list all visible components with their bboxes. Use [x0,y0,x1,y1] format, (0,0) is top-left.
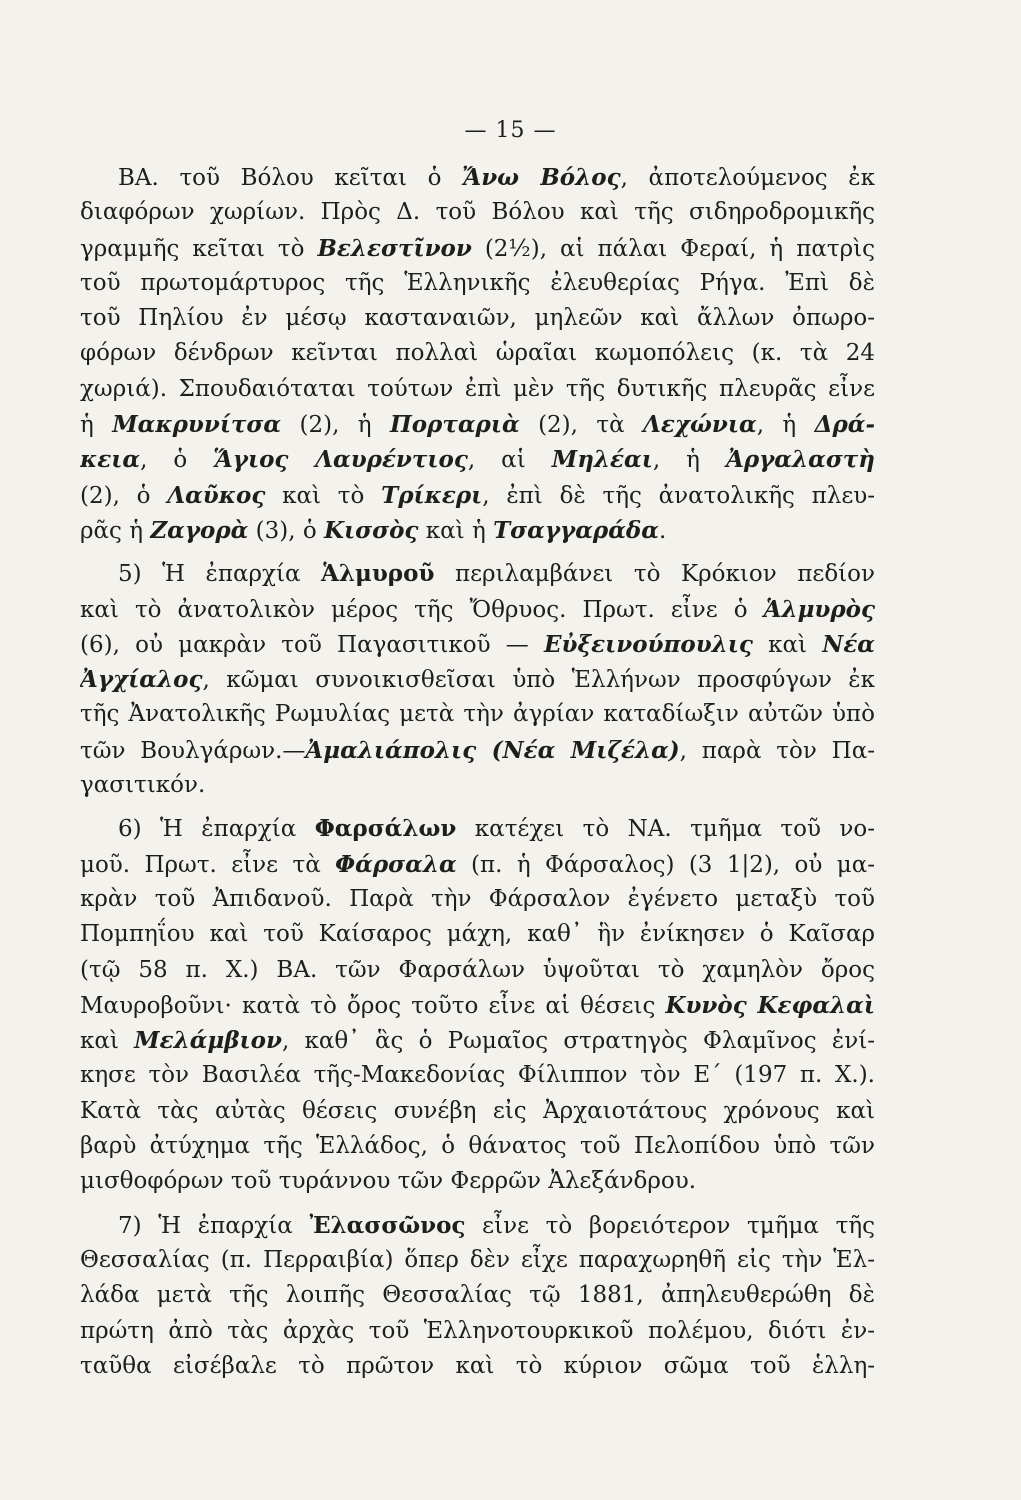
text-run: 6) Ἡ ἐπαρχία [118,816,315,843]
text-line [80,662,875,697]
province-name: Ἐλασσῶνος [309,1211,466,1239]
text-line [80,301,875,336]
text-run: , καθ᾿ ἃς ὁ Ρωμαῖος στρατηγὸς Φλαμῖνος ἐνί- [281,1028,875,1055]
place-name: Μηλέαι [551,446,653,474]
text-line [80,442,875,477]
text-run: . [658,517,667,544]
text-line [80,1314,875,1349]
text-run: Κατὰ τὰς αὐτὰς θέσεις συνέβη εἰς Ἀρχαιοτάτους χρόνους καὶ [80,1097,875,1124]
paragraph-gap [80,548,875,556]
text-run: βαρὺ ἀτύχημα τῆς Ἑλλάδος, ὁ θάνατος τοῦ Πελοπίδου ὑπὸ τῶν [80,1133,875,1160]
text-run: χωριά). Σπουδαιόταται τούτων ἐπὶ μὲν τῆς δυτικῆς πλευρᾶς εἶνε [80,375,875,402]
text-run: περιλαμβάνει τὸ Κρόκιον πεδίον [434,561,875,588]
text-line [80,407,875,442]
text-run: ΒΑ. τοῦ Βόλου κεῖται ὁ [118,165,463,191]
text-run: , αἱ [467,447,552,474]
text-run: λάδα μετὰ τῆς λοιπῆς Θεσσαλίας τῷ 1881, ἀπηλευθερώθη δὲ [80,1282,875,1309]
text-run: Πομπηΐου καὶ τοῦ Καίσαρος μάχη, καθ᾿ ἣν ἐνίκησεν ὁ Καῖσαρ [80,921,875,948]
place-name: Βελεστῖνον [317,234,472,262]
text-run: Μαυροβοῦνι· κατὰ τὸ ὄρος τοῦτο εἶνε αἱ θέσεις [80,992,666,1019]
place-name: Τρίκερι [381,481,483,509]
text-line [80,1243,875,1278]
text-run: , ὁ [140,447,214,474]
text-line [80,231,875,266]
text-line [80,1278,875,1313]
place-name: Τσαγγαράδα [493,516,659,544]
text-line [80,1023,875,1058]
text-run: μοῦ. Πρωτ. εἶνε τὰ [80,851,336,878]
text-line [80,733,875,768]
text-run: γραμμῆς κεῖται τὸ [80,235,318,262]
text-run: καὶ ἡ [418,517,494,544]
text-run: (2), τὰ [519,412,644,439]
text-run: (6), οὐ μακρὰν τοῦ Παγασιτικοῦ — [80,631,545,658]
place-name: Κυνὸς Κεφαλαὶ [665,991,875,1019]
text-line [80,1164,875,1199]
text-run: ρᾶς ἡ [80,517,151,544]
place-name: Κισσὸς [324,516,419,544]
text-line [80,1349,875,1384]
text-line [80,592,875,627]
text-line [80,1094,875,1129]
place-name: Μελάμβιον [134,1027,282,1055]
text-run: (2), ὁ [80,482,168,509]
text-run: , ἡ [756,412,815,439]
paragraph-gap [80,1200,875,1208]
text-line [80,513,875,548]
paragraph-gap [80,803,875,811]
text-line [80,768,875,803]
place-name: Πορταριὰ [389,411,520,439]
place-name: κεια [80,446,141,474]
text-run: , ἐπὶ δὲ τῆς ἀνατολικῆς πλευ- [482,482,875,509]
body-text [80,160,875,1384]
text-run: (τῷ 58 π. Χ.) ΒΑ. τῶν Φαρσάλων ὑψοῦται τὸ χαμηλὸν ὄρος [80,956,875,983]
place-name: Νέα [822,630,875,658]
page-number: — 15 — [464,118,557,143]
place-name: Ἀμαλιάπολις (Νέα Μιζέλα) [305,736,680,764]
text-run: τῆς Ἀνατολικῆς Ρωμυλίας μετὰ τὴν ἀγρίαν καταδίωξιν αὐτῶν ὑπὸ [80,701,875,728]
province-name: Φαρσάλων [314,815,457,843]
text-line [80,847,875,882]
place-name: Ἄνω Βόλος [462,164,621,191]
text-run: τοῦ πρωτομάρτυρος τῆς Ἑλληνικῆς ἐλευθερίας Ρήγα. Ἐπὶ δὲ [80,269,875,296]
text-run: (2), ἡ [281,412,390,439]
text-line [80,195,875,230]
text-run: μισθοφόρων τοῦ τυράννου τῶν Φερρῶν Ἀλεξάνδρου. [80,1168,697,1195]
text-run: ταῦθα εἰσέβαλε τὸ πρῶτον καὶ τὸ κύριον σῶμα τοῦ ἑλλη- [80,1352,875,1379]
place-name: Ἁλμυρὸς [763,595,875,623]
text-run: καὶ τὸ [265,482,382,509]
text-line [80,1129,875,1164]
text-line [80,953,875,988]
province-name: Ἁλμυροῦ [321,560,435,588]
place-name: Λαῦκος [167,481,266,509]
text-run: καὶ [752,631,823,658]
place-name: Ζαγορὰ [150,516,249,544]
text-run: ἡ [80,412,113,439]
text-run: καὶ [80,1028,135,1055]
text-run: καὶ τὸ ἀνατολικὸν μέρος τῆς Ὄθρυος. Πρωτ. εἶνε ὁ [80,596,764,623]
text-line [80,1058,875,1093]
text-run: Θεσσαλίας (π. Περραιβία) ὅπερ δὲν εἶχε παραχωρηθῆ εἰς τὴν Ἑλ- [80,1246,875,1273]
text-line [80,697,875,732]
place-name: Ἅγιος Λαυρέντιος [213,446,468,474]
text-line [80,627,875,662]
text-run: , ἡ [652,447,726,474]
text-line [80,556,875,591]
text-line [80,478,875,513]
text-line [80,917,875,952]
text-run: , ἀποτελούμενος ἐκ [620,165,875,191]
text-run: , κῶμαι συνοικισθεῖσαι ὑπὸ Ἑλλήνων προσφύγων ἐκ [202,667,875,694]
text-run: εἶνε τὸ βορειότερον τμῆμα τῆς [465,1212,875,1239]
place-name: Μακρυνίτσα [112,411,282,439]
text-run: (π. ἡ Φάρσαλος) (3 1|2), οὐ μα- [456,851,875,878]
text-run: διαφόρων χωρίων. Πρὸς Δ. τοῦ Βόλου καὶ τῆς σιδηροδρομικῆς [80,199,875,226]
text-line [80,811,875,846]
text-run: (3), ὁ [248,517,325,544]
text-line [80,336,875,371]
place-name: Ἀγχίαλος [80,666,203,694]
text-line [80,988,875,1023]
text-run: κρὰν τοῦ Ἀπιδανοῦ. Παρὰ τὴν Φάρσαλον ἐγένετο μεταξὺ τοῦ [80,885,875,912]
text-run: 7) Ἡ ἐπαρχία [118,1212,310,1239]
place-name: Δρά- [814,411,875,439]
text-line [80,1208,875,1243]
place-name: Φάρσαλα [335,850,457,878]
text-run: κησε τὸν Βασιλέα τῆς-Μακεδονίας Φίλιππον τὸν Ε΄ (197 π. Χ.). [80,1062,875,1089]
text-line [80,882,875,917]
text-run: τοῦ Πηλίου ἐν μέσῳ κασταναιῶν, μηλεῶν καὶ ἄλλων ὀπωρο- [80,305,875,332]
text-run: τῶν Βουλγάρων.— [80,737,306,764]
text-run: φόρων δένδρων κεῖνται πολλαὶ ὡραῖαι κωμοπόλεις (κ. τὰ 24 [80,340,875,367]
text-line [80,372,875,407]
text-run: , παρὰ τὸν Πα- [679,737,875,764]
place-name: Λεχώνια [643,411,757,439]
text-line [80,266,875,301]
text-run: γασιτικόν. [80,772,206,799]
text-run: 5) Ἡ ἐπαρχία [118,561,322,588]
text-run: πρώτη ἀπὸ τὰς ἀρχὰς τοῦ Ἑλληνοτουρκικοῦ πολέμου, διότι ἐν- [80,1317,875,1344]
text-run: κατέχει τὸ ΝΑ. τμῆμα τοῦ νο- [456,816,875,843]
place-name: Ἀργαλαστὴ [725,446,875,474]
text-run: (2½), αἱ πάλαι Φεραί, ἡ πατρὶς [471,235,875,262]
place-name: Εὐξεινούπουλις [544,630,753,658]
text-line [80,160,875,195]
